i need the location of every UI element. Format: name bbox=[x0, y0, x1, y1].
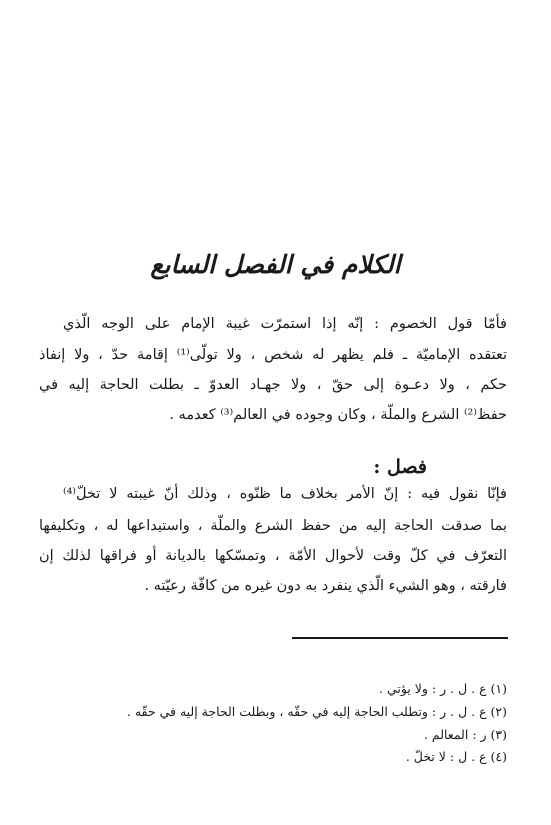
paragraph-1-line-1: فأمّا قول الخصوم : إنّه إذا استمرّت غيبة الإمام على الوجه الّذي bbox=[63, 316, 507, 332]
paragraph-1-line-2: تعتقده الإماميّة ـ فلم يظهر له شخص ، ولا تولّى⁽¹⁾ إقامة حدّ ، ولا إنفاذ bbox=[39, 347, 507, 363]
paragraph-2-line-2: بما صدقت الحاجة إليه من حفظ الشرع والملّة ، واستيداعها له ، وتكليفها bbox=[39, 518, 507, 534]
section-title: فصل : bbox=[373, 456, 427, 478]
chapter-heading: الكلام في الفصل السابع bbox=[150, 250, 401, 279]
footnote-2: (٢) ع . ل . ر : وتطلب الحاجة إليه في حقّه ، وبطلت الحاجة إليه في حقّه . bbox=[126, 704, 507, 719]
footnote-3: (٣) ر : المعالم . bbox=[423, 727, 507, 742]
paragraph-1-line-3: حكم ، ولا دعـوة إلى حقّ ، ولا جهـاد العدوّ ـ بطلت الحاجة إليه في bbox=[39, 377, 507, 393]
footnote-separator bbox=[292, 637, 508, 639]
footnote-1: (١) ع . ل . ر : ولا يؤتي . bbox=[379, 681, 507, 696]
paragraph-1-line-4: حفظ⁽²⁾ الشرع والملّة ، وكان وجوده في العالم⁽³⁾ كعدمه . bbox=[169, 407, 507, 423]
footnote-4: (٤) ع . ل : لا تخلّ . bbox=[405, 749, 507, 764]
paragraph-2-line-3: التعرّف في كلّ وقت لأحوال الأمّة ، وتمسّكها بالديانة أو فراقها لذلك إن bbox=[39, 548, 507, 564]
paragraph-2-line-4: فارقته ، وهو الشيء الّذي ينفرد به دون غيره من كافّة رعيّته . bbox=[144, 578, 507, 594]
paragraph-2-line-1: فإنّا نقول فيه : إنّ الأمر بخلاف ما ظنّوه ، وذلك أنّ غيبته لا تخلّ⁽⁴⁾ bbox=[63, 486, 507, 502]
